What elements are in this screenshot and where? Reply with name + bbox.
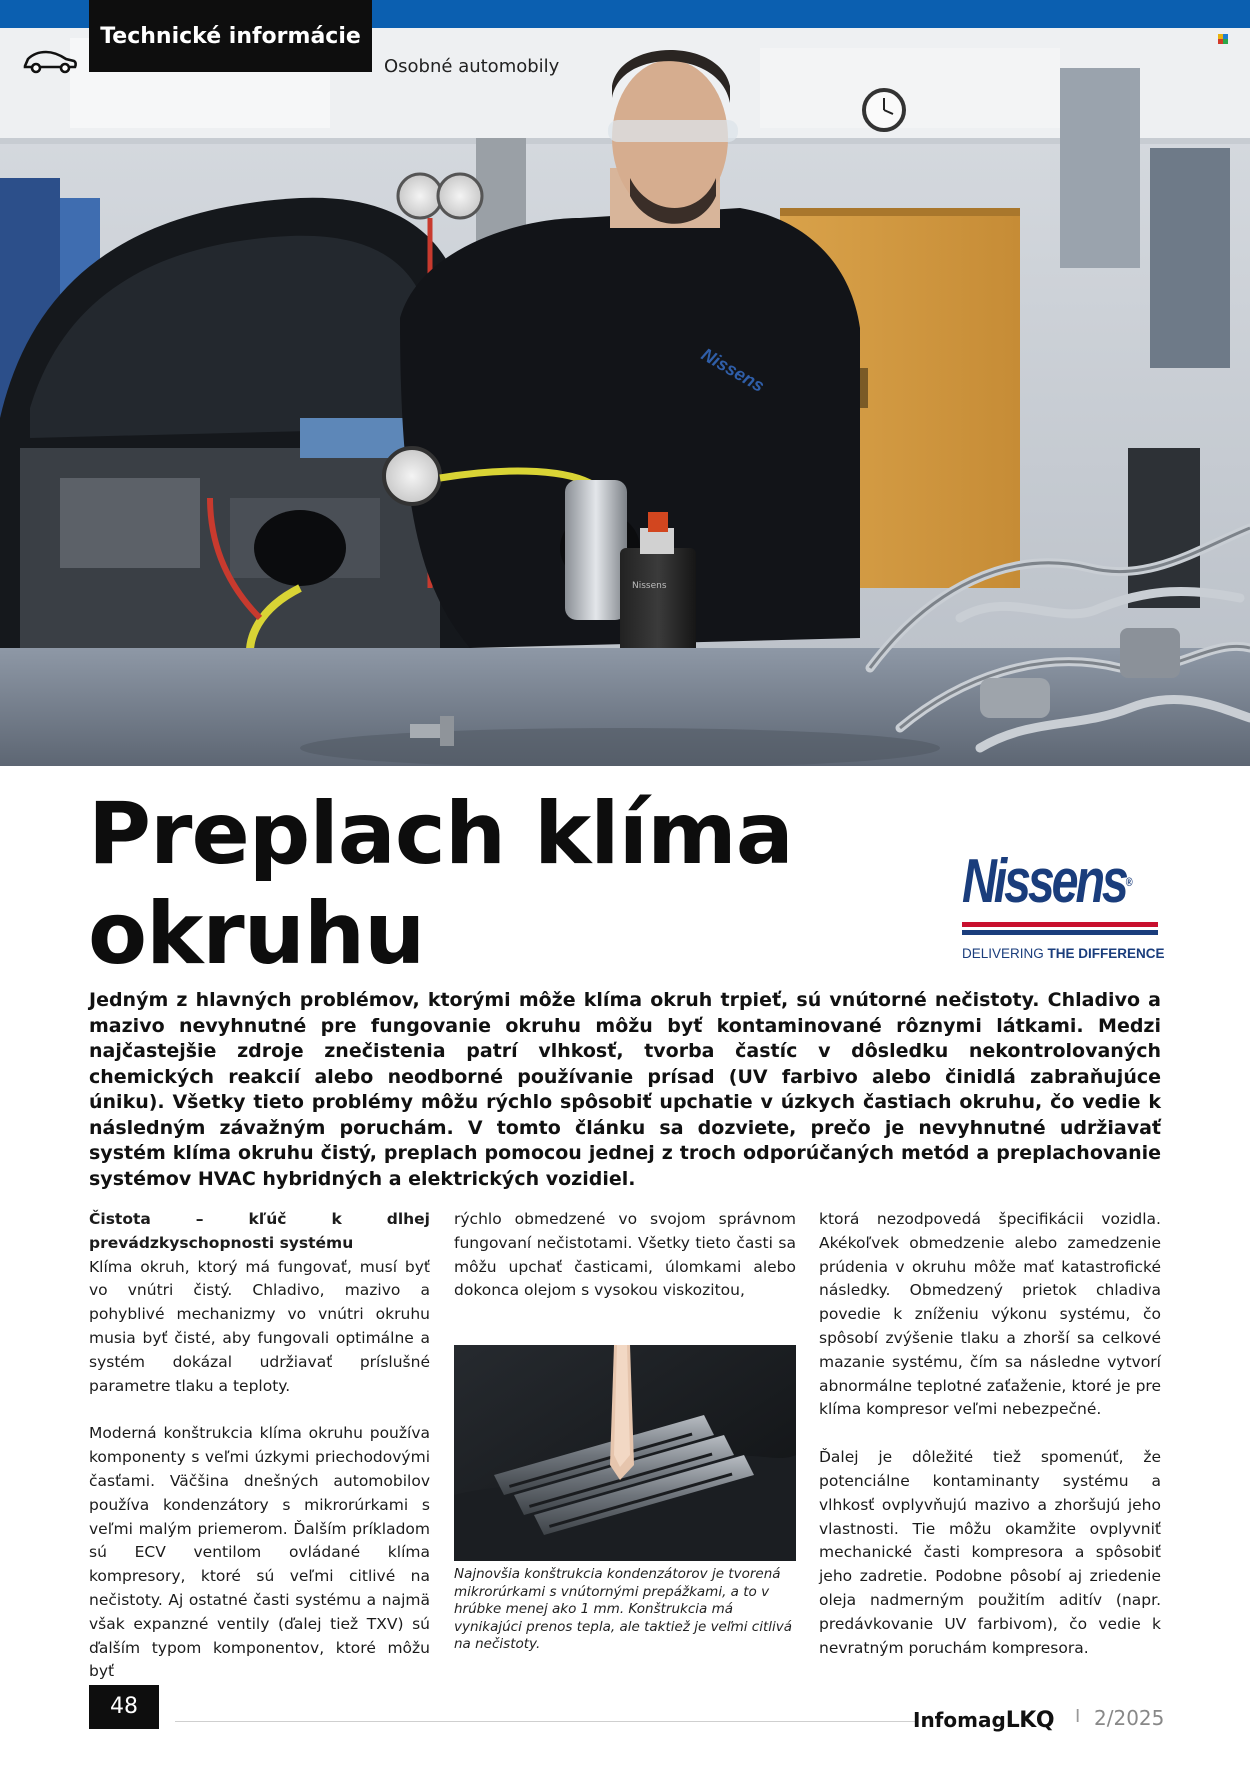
column-1 bbox=[89, 1208, 430, 1684]
article-title bbox=[88, 784, 848, 984]
col3-paragraph-2: Ďalej je dôležité tiež spomenúť, že potenciálne kontaminanty systému a vlhkosť ovplyvňujú mazivo a zhoršujú jeho vlastnosti. Tie môžu okamžite ovplyvniť mechanické časti kompresora a spôsobiť jeho zadretie. Podobne pôsobí aj zriedenie oleja nadmerným použitím aditív (napr. predávkovanie UV farbivom), čo vedie k nevratným poruchám kompresora. bbox=[819, 1448, 1161, 1657]
col3-paragraph-1: ktorá nezodpovedá špecifikácii vozidla. Akékoľvek obmedzenie alebo zamedzenie prúdenia v okruhu môže mať katastrofické následky. Obmedzený prietok chladiva povedie k zníženiu výkonu systému, čo spôsobí zvýšenie tlaku a zhorší sa celkové mazanie systému, čím sa následne vytvorí abnormálne teplotné zaťaženie, ktoré je pre klíma kompresor veľmi nebezpečné. bbox=[819, 1210, 1161, 1419]
logo-wordmark-text: Nissens bbox=[962, 847, 1126, 916]
brand-infomag: Infomag bbox=[913, 1708, 1006, 1732]
logo-tagline bbox=[962, 946, 1165, 961]
registered-mark: ® bbox=[1125, 875, 1133, 889]
lead-paragraph: Jedným z hlavných problémov, ktorými môže klíma okruh trpieť, sú vnútorné nečistoty. Chladivo a mazivo nevyhnutné pre fungovanie okruhu môžu byť kontaminované rôznymi látkami. Medzi najčastejšie zdroje znečistenia patrí vlhkosť, tvorba častíc v dôsledku nekontrolovaných chemických reakcií alebo neodborné používanie prísad (UV farbivo alebo činidlá zabraňujúce úniku). Všetky tieto problémy môžu rýchlo spôsobiť upchatie v úzkych častiach okruhu, čo vedie k následným závažným poruchám. V tomto článku sa dozviete, prečo je nevyhnutné udržiavať systém klíma okruhu čistý, preplach pomocou jednej z troch odporúčaných metód a preplachovanie systémov HVAC hybridných a elektrických vozidiel. bbox=[89, 989, 1161, 1190]
page-number: 48 bbox=[89, 1685, 159, 1729]
col1-paragraph-2: Moderná konštrukcia klíma okruhu používa komponenty s veľmi úzkymi priechodovými časťami. Väčšina dnešných automobilov používa kondenzátory s mikrorúrkami s veľmi malým priemerom. Ďalším príkladom sú ECV ventilom ovládané klíma kompresory, ktoré sú veľmi citlivé na nečistoty. Aj ostatné časti systému a najmä však expanzné ventily (ďalej tiež TXV) sú ďalším typom komponentov, ktoré môžu byť bbox=[89, 1424, 430, 1681]
header-photo bbox=[0, 28, 1250, 766]
title-line-2: okruhu bbox=[88, 884, 425, 984]
title-line-1: Preplach klíma bbox=[88, 784, 793, 884]
category-label: Osobné automobily bbox=[384, 56, 560, 77]
col1-paragraph-1: Klíma okruh, ktorý má fungovať, musí byť vo vnútri čistý. Chladivo, mazivo a pohyblivé mechanizmy vo vnútri okruhu musia byť čisté, aby fungovali optimálne a systém dokázal udržiavať príslušné parametre tlaku a teploty. bbox=[89, 1257, 430, 1395]
footer-brand bbox=[913, 1708, 1054, 1733]
section-subhead: Čistota – kľúč k dlhej prevádzkyschopnosti systému bbox=[89, 1210, 430, 1252]
section-tab: Technické informácie bbox=[89, 0, 372, 72]
logo-stripe-blue bbox=[962, 930, 1158, 935]
brand-lkq: LKQ bbox=[1005, 1708, 1055, 1733]
tagline-bold: THE DIFFERENCE bbox=[1047, 946, 1165, 961]
car-icon bbox=[22, 46, 78, 74]
col2-paragraph-1: rýchlo obmedzené vo svojom správnom fungovaní nečistotami. Všetky tieto časti sa môžu upchať časticami, úlomkami alebo dokonca olejom s vysokou viskozitou, bbox=[454, 1210, 796, 1300]
footer-divider bbox=[175, 1721, 915, 1722]
issue-number: 2/2025 bbox=[1094, 1706, 1165, 1730]
svg-text:Nissens: Nissens bbox=[698, 344, 768, 396]
condenser-photo bbox=[454, 1345, 796, 1561]
tagline-plain: DELIVERING bbox=[962, 946, 1048, 961]
color-dots-icon bbox=[1218, 34, 1228, 44]
column-2 bbox=[454, 1208, 796, 1303]
logo-wordmark bbox=[962, 846, 1133, 918]
footer-separator: I bbox=[1075, 1706, 1081, 1727]
nissens-logo bbox=[962, 846, 1165, 961]
figure-caption: Najnovšia konštrukcia kondenzátorov je tvorená mikrorúrkami s vnútornými prepážkami, a to v hrúbke menej ako 1 mm. Konštrukcia má vynikajúci prenos tepla, ale taktiež je veľmi citlivá na nečistoty. bbox=[454, 1566, 793, 1653]
column-3 bbox=[819, 1208, 1161, 1660]
svg-text:Nissens: Nissens bbox=[632, 581, 667, 591]
